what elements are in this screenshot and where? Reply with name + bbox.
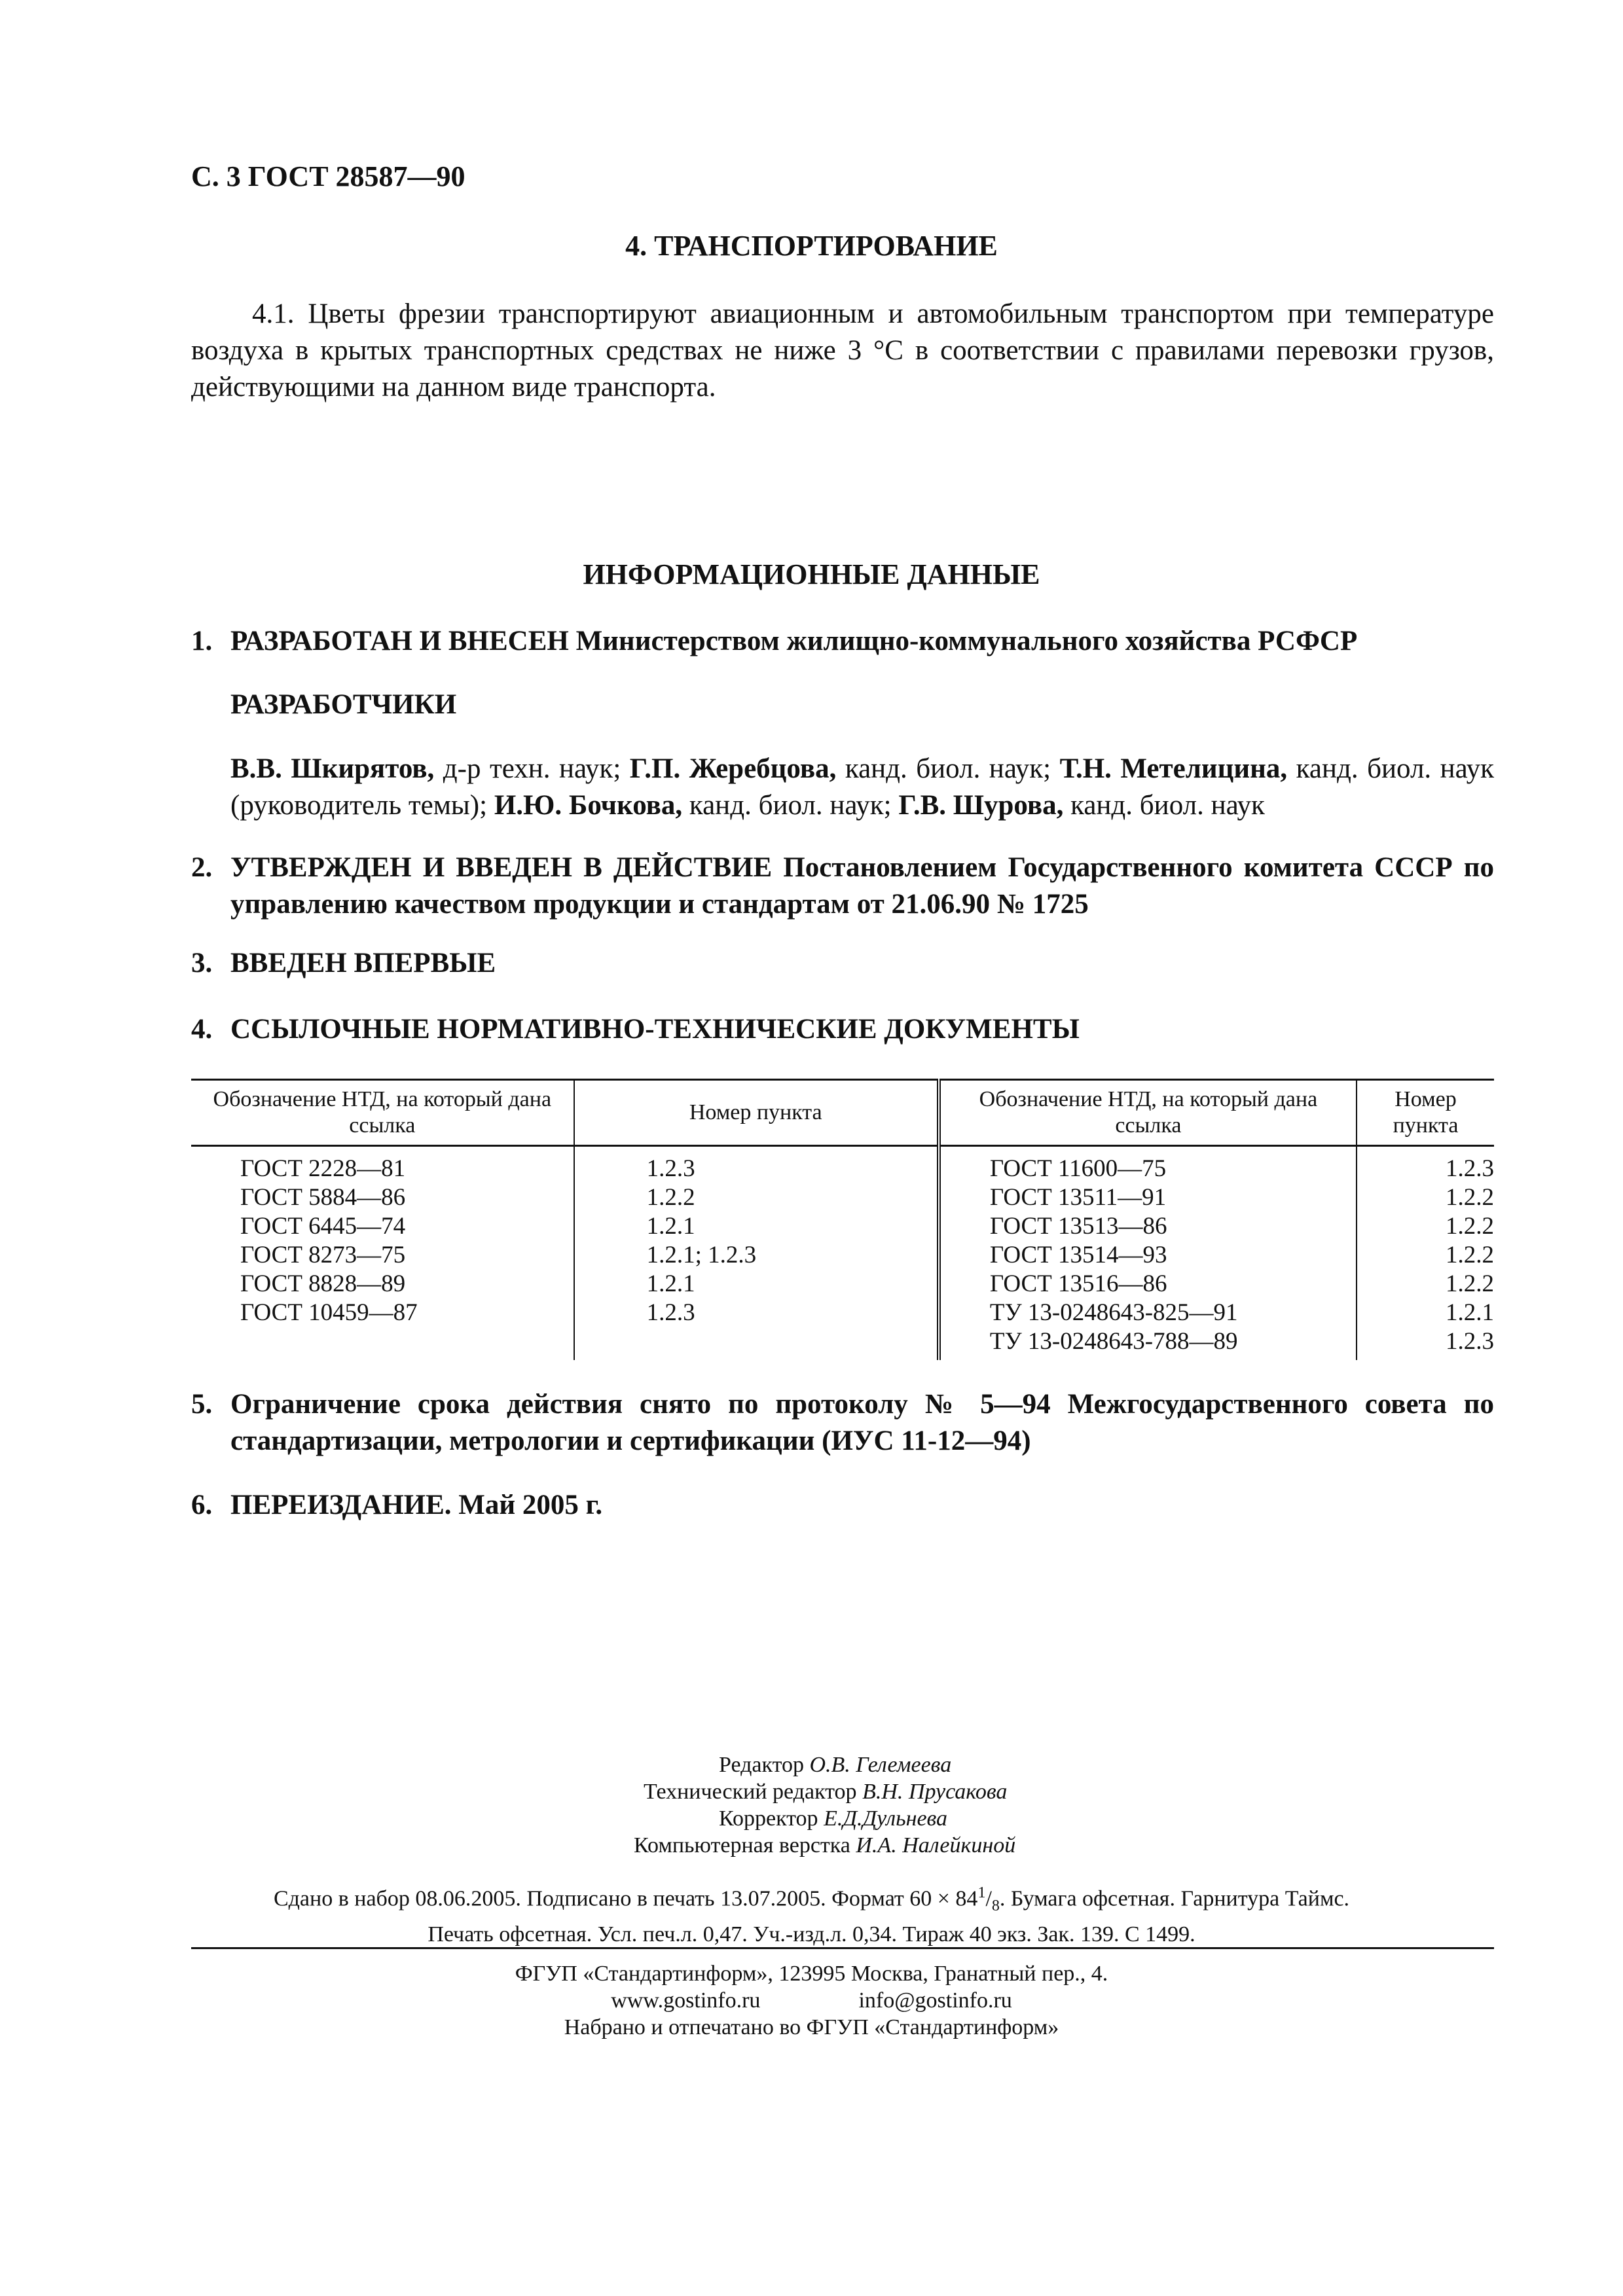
transport-paragraph: 4.1. Цветы фрезии транспортируют авиационным и автомобильным транспортом при температуре воздуха в крытых транспортных средствах не ниже 3 °С в соответствии с правилами перевозки грузов, действующими на данном виде транспорта.: [191, 298, 1494, 403]
ntd-clause: 1.2.1: [574, 1212, 939, 1241]
ntd-designation: ГОСТ 13516—86: [939, 1270, 1357, 1299]
developers-title: РАЗРАБОТЧИКИ: [230, 689, 457, 720]
ntd-clause: 1.2.1: [574, 1270, 939, 1299]
item-text: Ограничение срока действия снято по протоколу № 5—94 Межгосударственного совета по стандартизации, метрологии и сертификации (ИУС 11-12—94): [230, 1389, 1494, 1456]
developer-degree: канд. биол. наук;: [682, 790, 899, 821]
table-row: [191, 1212, 1494, 1241]
developer-name: И.Ю. Бочкова,: [494, 790, 683, 821]
developer-name: Т.Н. Метелицина,: [1059, 753, 1288, 784]
credit-person: В.Н. Прусакова: [862, 1780, 1008, 1804]
header-designation-left: Обозначение НТД, на который дана ссылка: [191, 1080, 574, 1146]
table-row: [191, 1270, 1494, 1299]
ntd-designation: [191, 1327, 574, 1360]
ntd-designation: ГОСТ 13511—91: [939, 1183, 1357, 1212]
print-paper-text: . Бумага офсетная. Гарнитура Таймс.: [999, 1886, 1350, 1911]
fraction-numerator: 1: [977, 1884, 986, 1901]
credit-label: Компьютерная верстка: [634, 1833, 850, 1857]
developer-degree: д-р техн. наук;: [434, 753, 630, 784]
credit-tech-editor: [644, 1778, 1007, 1805]
credit-label: Корректор: [719, 1806, 818, 1831]
developers-list: [230, 751, 1494, 824]
section-title-transport: 4. ТРАНСПОРТИРОВАНИЕ: [625, 230, 998, 262]
page-header: С. 3 ГОСТ 28587—90: [191, 160, 465, 192]
publisher-info: [0, 1960, 1623, 2041]
print-format-text: Сдано в набор 08.06.2005. Подписано в печать 13.07.2005. Формат 60 × 84: [273, 1886, 978, 1911]
developer-degree: канд. биол. наук;: [836, 753, 1060, 784]
ntd-clause: 1.2.3: [574, 1146, 939, 1184]
credit-person: И.А. Налейкиной: [856, 1833, 1016, 1857]
credit-editor: [719, 1751, 951, 1778]
credit-corrector: [719, 1805, 947, 1832]
item-text: ПЕРЕИЗДАНИЕ. Май 2005 г.: [230, 1490, 603, 1520]
ntd-clause: [574, 1327, 939, 1360]
item-number: 1.: [191, 626, 213, 656]
credit-person: О.В. Гелемеева: [809, 1753, 952, 1777]
print-details: [0, 1878, 1623, 1949]
item-text: УТВЕРЖДЕН И ВВЕДЕН В ДЕЙСТВИЕ Постановлением Государственного комитета СССР по управлению качеством продукции и стандартам от 21.06.90 № 1725: [230, 852, 1494, 920]
ntd-clause: 1.2.2: [1357, 1270, 1494, 1299]
ntd-designation: ГОСТ 13513—86: [939, 1212, 1357, 1241]
ntd-designation: ГОСТ 5884—86: [240, 1184, 406, 1211]
ntd-clause: 1.2.3: [1357, 1146, 1494, 1184]
footer-divider: [191, 1947, 1494, 1949]
ntd-designation: ГОСТ 8273—75: [240, 1242, 406, 1268]
ntd-designation: ГОСТ 10459—87: [240, 1299, 418, 1326]
credit-label: Редактор: [719, 1753, 804, 1777]
ntd-designation: ГОСТ 6445—74: [240, 1213, 406, 1240]
header-clause-right: Номер пункта: [1357, 1080, 1494, 1146]
print-line-1: Сдано в набор 08.06.2005. Подписано в печать 13.07.2005. Формат $60 \times 84^1/_8$. Бумага офсетная. Гарнитура Таймс.: [273, 1884, 1350, 1915]
ntd-clause: 1.2.1; 1.2.3: [574, 1241, 939, 1270]
publisher-email: info@gostinfo.ru: [858, 1988, 1012, 2013]
fraction-denominator: 8: [991, 1897, 1000, 1915]
item-number: 5.: [191, 1389, 213, 1420]
ntd-designation: ГОСТ 2228—81: [240, 1155, 406, 1182]
item-text: РАЗРАБОТАН И ВНЕСЕН Министерством жилищно-коммунального хозяйства РСФСР: [230, 626, 1358, 656]
ntd-clause: 1.2.2: [574, 1183, 939, 1212]
ntd-designation: ГОСТ 11600—75: [939, 1146, 1357, 1184]
ntd-clause: 1.2.2: [1357, 1241, 1494, 1270]
ntd-designation: ТУ 13-0248643-825—91: [939, 1299, 1357, 1327]
item-number: 4.: [191, 1014, 213, 1045]
credit-person: Е.Д.Дульнева: [824, 1806, 948, 1831]
ntd-clause: 1.2.1: [1357, 1299, 1494, 1327]
header-designation-right: Обозначение НТД, на который дана ссылка: [939, 1080, 1357, 1146]
ntd-clause: 1.2.2: [1357, 1212, 1494, 1241]
credit-label: Технический редактор: [644, 1780, 857, 1804]
developer-name: Г.В. Шурова,: [898, 790, 1064, 821]
ntd-designation: ГОСТ 8828—89: [240, 1270, 406, 1297]
header-clause-left: Номер пункта: [574, 1080, 939, 1146]
developer-name: В.В. Шкирятов,: [230, 753, 435, 784]
table-row: [191, 1327, 1494, 1360]
table-row: [191, 1299, 1494, 1327]
item-number: 2.: [191, 852, 213, 883]
developer-name: Г.П. Жеребцова,: [629, 753, 837, 784]
reference-documents-table: [191, 1079, 1494, 1360]
info-title: ИНФОРМАЦИОННЫЕ ДАННЫЕ: [583, 558, 1040, 590]
ntd-designation: ТУ 13-0248643-788—89: [939, 1327, 1357, 1360]
developer-degree: канд. биол. наук (руководитель темы);: [230, 753, 1494, 821]
credit-layout: [634, 1832, 1015, 1859]
publisher-contacts: [0, 1987, 1623, 2014]
item-text: ВВЕДЕН ВПЕРВЫЕ: [230, 948, 496, 978]
developer-degree: канд. биол. наук: [1063, 790, 1265, 821]
ntd-designation: ГОСТ 13514—93: [939, 1241, 1357, 1270]
publisher-printing: Набрано и отпечатано во ФГУП «Стандартинформ»: [564, 2015, 1059, 2039]
item-text: ССЫЛОЧНЫЕ НОРМАТИВНО-ТЕХНИЧЕСКИЕ ДОКУМЕНТЫ: [230, 1014, 1080, 1045]
ntd-clause: 1.2.3: [574, 1299, 939, 1327]
table-row: [191, 1241, 1494, 1270]
publisher-website: www.gostinfo.ru: [611, 1988, 761, 2013]
ntd-clause: 1.2.3: [1357, 1327, 1494, 1360]
publisher-address: ФГУП «Стандартинформ», 123995 Москва, Гранатный пер., 4.: [515, 1962, 1108, 1986]
item-number: 6.: [191, 1490, 213, 1520]
table-row: [191, 1183, 1494, 1212]
print-line-2: Печать офсетная. Усл. печ.л. 0,47. Уч.-изд.л. 0,34. Тираж 40 экз. Зак. 139. С 1499.: [428, 1922, 1195, 1947]
ntd-clause: 1.2.2: [1357, 1183, 1494, 1212]
item-number: 3.: [191, 948, 213, 978]
table-row: [191, 1146, 1494, 1184]
table-header-row: [191, 1080, 1494, 1146]
